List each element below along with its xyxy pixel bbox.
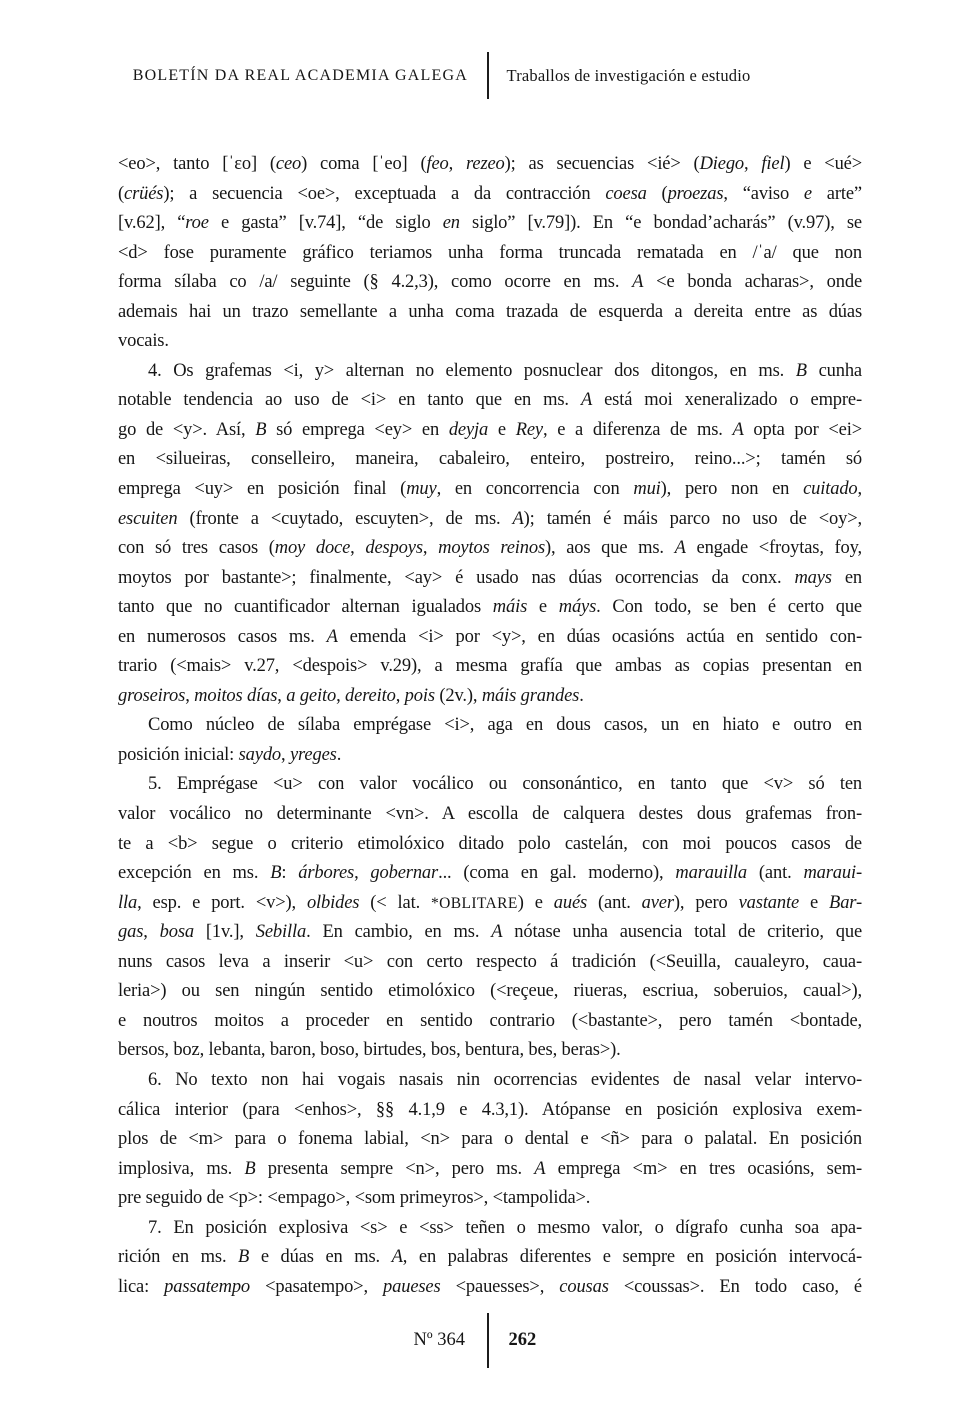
text-run: e <box>803 183 812 204</box>
text-line <box>118 209 862 239</box>
text-run: e <box>799 892 830 913</box>
page-footer <box>0 1313 975 1368</box>
text-run: bersos, boz, lebanta, baron, boso, birtudes, bos, bentura, bes, beras>). <box>118 1040 621 1061</box>
text-line <box>118 475 862 505</box>
text-run: A <box>512 508 524 529</box>
text-run: , <box>185 685 195 706</box>
text-run: , <box>354 863 371 884</box>
text-run: moy doce <box>274 538 351 559</box>
text-run: mays <box>794 567 832 588</box>
text-run: 7. En posición explosiva <s> e <ss> teñen o mesmo valor, o dígrafo cunha soa apa- <box>148 1217 862 1238</box>
text-line <box>118 180 862 210</box>
text-run: passatempo <box>164 1276 251 1297</box>
issue-number: Nº 364 <box>413 1330 465 1350</box>
text-run: escuiten <box>118 508 178 529</box>
text-line <box>118 918 862 948</box>
text-run: ) e <ué> <box>784 154 862 174</box>
body-text <box>118 150 862 1302</box>
text-run: en <silueiras, conselleiro, maneira, cabaleiro, enteiro, postreiro, reino...>; tamén só <box>118 449 862 470</box>
text-run: , <box>422 538 439 559</box>
text-run: go de <y>. Así, <box>118 419 256 440</box>
text-run: ); a secuencia <oe>, exceptuada a da contracción <box>163 183 606 204</box>
text-line <box>118 1125 862 1155</box>
text-line <box>118 770 862 800</box>
text-run: en <box>831 567 862 588</box>
text-run: ... (coma en gal. moderno), <box>438 863 676 884</box>
text-run: vocais. <box>118 331 169 352</box>
text-run: árbores <box>298 863 355 884</box>
text-run: <coussas>. En todo caso, é <box>608 1276 862 1297</box>
text-line <box>118 1243 862 1273</box>
text-run: <pauesses>, <box>440 1276 560 1297</box>
text-run: Sebilla <box>255 922 307 943</box>
text-run: muy <box>406 479 437 500</box>
text-run: máis <box>492 597 528 618</box>
text-run: en numerosos casos ms. <box>118 626 327 647</box>
text-line <box>118 830 862 860</box>
text-run: cálica interior (para <enhos>, §§ 4.1,9 e 4.3,1). Atópanse en posición explosiva exem- <box>118 1099 862 1120</box>
text-run: [1v.], <box>193 922 256 943</box>
text-run: , <box>277 685 287 706</box>
text-run: (fronte a <cuytado, escuyten>, de ms. <box>177 508 513 529</box>
text-run: leria>) ou sen ningún sentido etimolóxico (<reçeue, riueras, escriua, soberuios, caual>), <box>118 981 862 1002</box>
text-run: ) e <box>517 892 554 913</box>
text-run: , <box>448 154 467 174</box>
text-run: A <box>534 1158 546 1179</box>
text-run: , <box>336 685 346 706</box>
text-run: mui <box>633 479 661 500</box>
page-number: 262 <box>508 1330 537 1350</box>
text-line <box>118 564 862 594</box>
text-run: coesa <box>605 183 647 204</box>
text-run: B <box>244 1158 256 1179</box>
text-line <box>118 1184 862 1214</box>
text-run: , “aviso <box>723 183 804 204</box>
text-run: roe <box>185 213 209 234</box>
text-run: rición en ms. <box>118 1247 239 1268</box>
text-run: cuitado <box>803 479 858 500</box>
text-run: (< lat. <box>359 892 432 913</box>
text-line <box>118 1066 862 1096</box>
text-run: , esp. e port. <v>), <box>137 892 307 913</box>
text-run: valor vocálico no determinante <vn>. A escolla de calquera destes dous grafemas fron- <box>118 804 862 825</box>
text-run: cunha <box>806 360 862 381</box>
text-run: despoys <box>365 538 423 559</box>
text-run: en <box>442 213 460 234</box>
text-run: ) coma [ˈeo] ( <box>301 154 427 174</box>
text-run: emenda <i> por <y>, en dúas ocasións actúa en sentido con- <box>337 626 862 647</box>
text-run: , <box>395 685 405 706</box>
text-run: A <box>580 390 593 411</box>
text-run: olbides <box>306 892 360 913</box>
text-run: (ant. <box>587 892 642 913</box>
text-line <box>118 357 862 387</box>
text-run: aver <box>641 892 674 913</box>
text-run: . <box>336 744 342 765</box>
text-line <box>118 534 862 564</box>
text-run: <pasatempo>, <box>250 1276 384 1297</box>
text-run: yreges <box>290 744 337 765</box>
text-run: ), pero non en <box>660 479 804 500</box>
text-run: ), aos que ms. <box>545 538 675 559</box>
text-run: nuns casos leva a inserir <u> con certo respecto á tradición (<Seuilla, caualeyro, caua- <box>118 951 862 972</box>
text-run: engade <froytas, foy, <box>685 538 862 559</box>
text-run: paueses <box>383 1276 441 1297</box>
text-run: <eo>, tanto [ˈɛo] ( <box>118 154 276 174</box>
text-run: opta por <ei> <box>743 419 862 440</box>
text-run: lica: <box>118 1276 165 1297</box>
text-run: forma sílaba co /a/ seguinte (§ 4.2,3), como ocorre en ms. <box>118 272 633 293</box>
text-run: máis grandes <box>481 685 580 706</box>
section-title: Traballos de investigación e estudio <box>506 65 751 85</box>
text-run: ( <box>646 183 668 204</box>
text-run: notable tendencia ao uso de <i> en tanto que en ms. <box>118 390 581 411</box>
text-run: emprega <uy> en posición final ( <box>118 479 407 500</box>
text-run: moytos por bastante>; finalmente, <ay> é usado nas dúas ocorrencias da conx. <box>118 567 795 588</box>
text-run: , <box>857 479 862 500</box>
text-run: te a <b> segue o criterio etimolóxico ditado polo castelán, con moi poucos casos de <box>118 833 862 854</box>
text-line <box>118 1007 862 1037</box>
text-line <box>118 1155 862 1185</box>
text-run: e gasta” [v.74], “de siglo <box>208 213 443 234</box>
text-run: maraui- <box>803 863 862 884</box>
text-line <box>118 298 862 328</box>
text-run: proezas <box>667 183 724 204</box>
text-run: *OBLITARE <box>431 894 518 912</box>
text-run: siglo” [v.79]). En “e bondad’acharás” (v.97), se <box>459 213 862 234</box>
text-line <box>118 268 862 298</box>
text-run: A <box>632 272 644 293</box>
text-run: [v.62], “ <box>118 213 186 234</box>
text-run: , en concorrencia con <box>436 479 634 500</box>
text-run: 5. Emprégase <u> con valor vocálico ou consonántico, en tanto que <v> só ten <box>148 774 862 795</box>
text-run: ( <box>118 183 125 204</box>
text-line <box>118 1036 862 1066</box>
text-run: feo <box>426 154 449 174</box>
text-line <box>118 445 862 475</box>
text-run: a geito <box>286 685 337 706</box>
text-run: <e bonda acharas>, onde <box>643 272 862 293</box>
text-run: pre seguido de <p>: <empago>, <som primeyros>, <tampolida>. <box>118 1188 591 1209</box>
text-run: B <box>795 360 807 381</box>
text-run: vastante <box>738 892 800 913</box>
page-header <box>0 52 975 99</box>
text-run: está moi xeneralizado o empre- <box>592 390 862 411</box>
text-line <box>118 682 862 712</box>
text-run: Rey <box>515 419 543 440</box>
text-line <box>118 416 862 446</box>
text-line <box>118 386 862 416</box>
text-run: : <box>281 863 299 884</box>
text-line <box>118 652 862 682</box>
text-run: Diego <box>699 154 745 174</box>
text-run: (ant. <box>747 863 804 884</box>
text-line <box>118 623 862 653</box>
text-run: Como núcleo de sílaba emprégase <i>, aga en dous casos, un en hiato e outro en <box>148 715 862 736</box>
text-run: pois <box>404 685 435 706</box>
text-run: B <box>238 1247 250 1268</box>
text-run: trario (<mais> v.27, <despois> v.29), a mesma grafía que ambas as copias presentan en <box>118 656 862 677</box>
text-line <box>118 593 862 623</box>
journal-title: BOLETÍN DA REAL ACADEMIA GALEGA <box>132 66 468 84</box>
text-run: moytos reinos <box>438 538 546 559</box>
text-run: moitos días <box>194 685 278 706</box>
text-run: marauilla <box>675 863 748 884</box>
text-line <box>118 977 862 1007</box>
text-line <box>118 505 862 535</box>
text-run: arte” <box>811 183 862 204</box>
text-run: . En cambio, en ms. <box>306 922 492 943</box>
text-run: gas <box>118 922 144 943</box>
text-run: ), pero <box>673 892 739 913</box>
text-run: A <box>491 922 503 943</box>
text-line <box>118 741 862 771</box>
text-run: <d> fose puramente gráfico teriamos unha forma truncada rematada en /ˈa/ que non <box>118 242 862 263</box>
text-run: e dúas en ms. <box>249 1247 392 1268</box>
text-run: ademais hai un trazo semellante a unha coma trazada de esquerda a dereita entre as dúas <box>118 301 862 322</box>
text-run: (2v.), <box>434 685 482 706</box>
text-run: , en palabras diferentes e sempre en posición intervocá- <box>402 1247 862 1268</box>
text-run: , <box>143 922 160 943</box>
text-run: 4. Os grafemas <i, y> alternan no elemento posnuclear dos ditongos, en ms. <box>148 360 796 381</box>
text-run: ceo <box>275 154 302 174</box>
text-run: A <box>391 1247 403 1268</box>
text-run: nótase unha ausencia total de criterio, que <box>502 922 862 943</box>
text-line <box>118 859 862 889</box>
text-run: con só tres casos ( <box>118 538 275 559</box>
text-run: fiel <box>761 154 785 174</box>
text-run: . <box>579 685 584 706</box>
text-run: lla <box>118 892 138 913</box>
text-run: implosiva, ms. <box>118 1158 245 1179</box>
text-run: A <box>732 419 744 440</box>
text-run: máys <box>558 597 597 618</box>
text-line <box>118 239 862 269</box>
text-run: A <box>674 538 686 559</box>
text-run: presenta sempre <n>, pero ms. <box>255 1158 535 1179</box>
text-line <box>118 1214 862 1244</box>
text-run: 6. No texto non hai vogais nasais nin ocorrencias evidentes de nasal velar intervo- <box>148 1069 862 1090</box>
text-run: aués <box>553 892 588 913</box>
text-line <box>118 327 862 357</box>
text-run: , <box>281 744 290 765</box>
text-run: e noutros moitos a proceder en sentido contrario (<bastante>, pero tamén <bontade, <box>118 1010 862 1031</box>
text-run: plos de <m> para o fonema labial, <n> para o dental e <ñ> para o palatal. En posición <box>118 1129 862 1150</box>
text-line <box>118 1096 862 1126</box>
text-line <box>118 711 862 741</box>
text-run: dereito <box>345 685 396 706</box>
text-run: ); as secuencias <ié> ( <box>504 154 700 174</box>
text-run: bosa <box>159 922 194 943</box>
text-run: Bar- <box>829 892 862 913</box>
text-run: , <box>350 538 366 559</box>
text-run: . Con todo, se ben é certo que <box>596 597 862 618</box>
text-run: A <box>326 626 338 647</box>
text-run: posición inicial: <box>118 744 239 765</box>
text-line <box>118 1273 862 1303</box>
text-run: , e a diferenza de ms. <box>542 419 733 440</box>
text-run: excepción en ms. <box>118 863 271 884</box>
text-run: ); tamén é máis parco no uso de <oy>, <box>523 508 862 529</box>
text-run: B <box>255 419 267 440</box>
text-run: só emprega <ey> en <box>266 419 449 440</box>
text-run: cousas <box>559 1276 609 1297</box>
text-run: crüés <box>124 183 164 204</box>
text-run: saydo <box>238 744 282 765</box>
text-run: e <box>488 419 516 440</box>
text-run: B <box>270 863 282 884</box>
text-run: gobernar <box>370 863 439 884</box>
text-line <box>118 150 862 180</box>
text-line <box>118 800 862 830</box>
text-line <box>118 948 862 978</box>
text-run: e <box>527 597 559 618</box>
text-run: , <box>744 154 762 174</box>
text-line <box>118 889 862 919</box>
text-run: tanto que no cuantificador alternan igualados <box>118 597 493 618</box>
text-run: rezeo <box>466 154 505 174</box>
text-run: deyja <box>448 419 489 440</box>
text-run: groseiros <box>118 685 186 706</box>
text-run: emprega <m> en tres ocasións, sem- <box>545 1158 862 1179</box>
